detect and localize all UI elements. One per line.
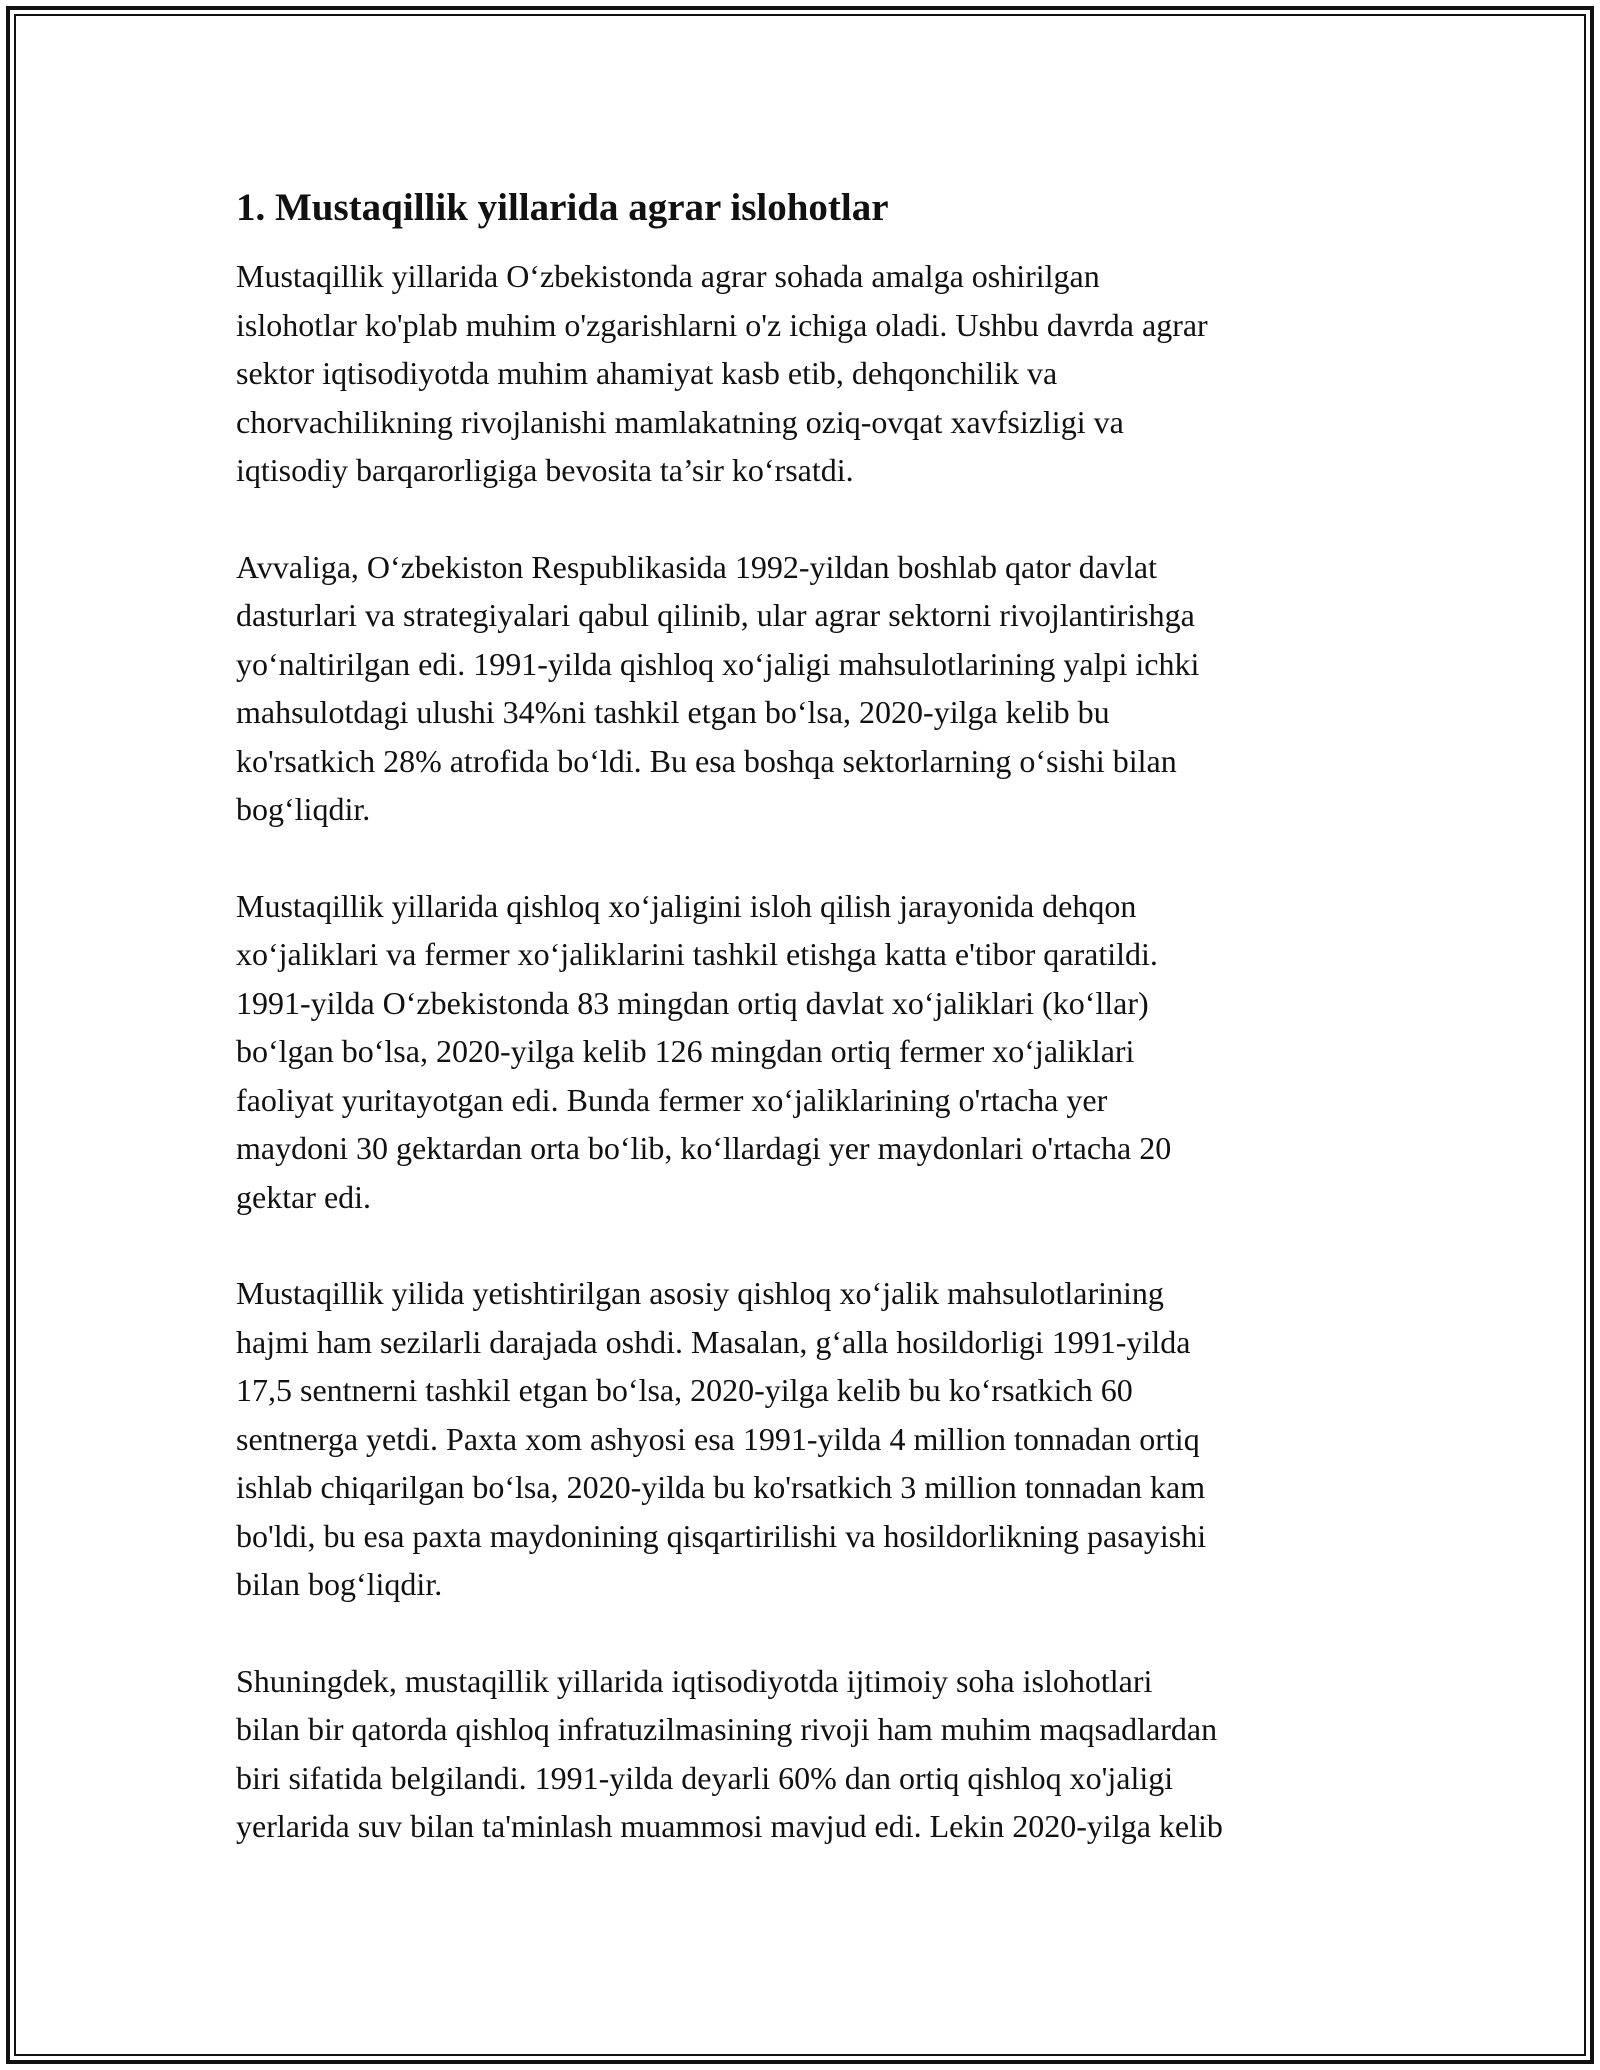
text-line: sentnerga yetdi. Paxta xom ashyosi esa 1991-yilda 4 million tonnadan ortiq xyxy=(236,1420,1200,1457)
text-line: Shuningdek, mustaqillik yillarida iqtisodiyotda ijtimoiy soha islohotlari xyxy=(236,1662,1153,1699)
paragraph-1 xyxy=(236,252,1396,495)
text-line: Avvaliga, O‘zbekiston Respublikasida 1992-yildan boshlab qator davlat xyxy=(236,548,1157,585)
text-line: ko'rsatkich 28% atrofida bo‘ldi. Bu esa boshqa sektorlarning o‘sishi bilan xyxy=(236,742,1177,779)
text-line: 17,5 sentnerni tashkil etgan bo‘lsa, 2020-yilga kelib bu ko‘rsatkich 60 xyxy=(236,1372,1133,1408)
text-line: 1991-yilda O‘zbekistonda 83 mingdan ortiq davlat xo‘jaliklari (ko‘llar) xyxy=(236,984,1149,1021)
text-line: dasturlari va strategiyalari qabul qilinib, ular agrar sektorni rivojlantirishga xyxy=(236,597,1195,633)
text-line: bilan bog‘liqdir. xyxy=(236,1566,443,1602)
text-line: mahsulotdagi ulushi 34%ni tashkil etgan bo‘lsa, 2020-yilga kelib bu xyxy=(236,694,1110,730)
paragraph-2 xyxy=(236,543,1396,834)
text-line: islohotlar ko'plab muhim o'zgarishlarni o'z ichiga oladi. Ushbu davrda agrar xyxy=(236,306,1208,343)
text-line: gektar edi. xyxy=(236,1178,372,1215)
section-heading: 1. Mustaqillik yillarida agrar islohotlar xyxy=(236,186,889,229)
paragraph-5 xyxy=(236,1657,1396,1851)
paragraph-3 xyxy=(236,882,1396,1222)
text-line: Mustaqillik yillarida O‘zbekistonda agrar sohada amalga oshirilgan xyxy=(236,258,1100,294)
text-line: ishlab chiqarilgan bo‘lsa, 2020-yilda bu ko'rsatkich 3 million tonnadan kam xyxy=(236,1469,1206,1505)
text-line: bilan bir qatorda qishloq infratuzilmasining rivoji ham muhim maqsadlardan xyxy=(236,1711,1218,1747)
text-line: faoliyat yuritayotgan edi. Bunda fermer xo‘jaliklarining o'rtacha yer xyxy=(236,1081,1108,1118)
paragraph-4 xyxy=(236,1269,1396,1609)
text-line: Mustaqillik yilida yetishtirilgan asosiy qishloq xo‘jalik mahsulotlarining xyxy=(236,1275,1164,1311)
text-line: hajmi ham sezilarli darajada oshdi. Masalan, g‘alla hosildorligi 1991-yilda xyxy=(236,1323,1191,1360)
text-line: iqtisodiy barqarorligiga bevosita ta’sir ko‘rsatdi. xyxy=(236,452,854,488)
text-line: bo'ldi, bu esa paxta maydonining qisqartirilishi va hosildorlikning pasayishi xyxy=(236,1517,1207,1554)
text-line: bog‘liqdir. xyxy=(236,791,371,827)
text-line: yo‘naltirilgan edi. 1991-yilda qishloq xo‘jaligi mahsulotlarining yalpi ichki xyxy=(236,645,1200,682)
text-line: xo‘jaliklari va fermer xo‘jaliklarini tashkil etishga katta e'tibor qaratildi. xyxy=(236,936,1158,972)
text-line: maydoni 30 gektardan orta bo‘lib, ko‘llardagi yer maydonlari o'rtacha 20 xyxy=(236,1130,1172,1166)
text-line: yerlarida suv bilan ta'minlash muammosi mavjud edi. Lekin 2020-yilga kelib xyxy=(236,1808,1223,1844)
text-line: Mustaqillik yillarida qishloq xo‘jaligini isloh qilish jarayonida dehqon xyxy=(236,887,1137,924)
text-line: chorvachilikning rivojlanishi mamlakatning oziq-ovqat xavfsizligi va xyxy=(236,403,1124,440)
text-line: sektor iqtisodiyotda muhim ahamiyat kasb etib, dehqonchilik va xyxy=(236,355,1058,391)
document-body xyxy=(236,184,1396,1899)
text-line: bo‘lgan bo‘lsa, 2020-yilga kelib 126 mingdan ortiq fermer xo‘jaliklari xyxy=(236,1033,1135,1069)
text-line: biri sifatida belgilandi. 1991-yilda deyarli 60% dan ortiq qishloq xo'jaligi xyxy=(236,1759,1174,1796)
